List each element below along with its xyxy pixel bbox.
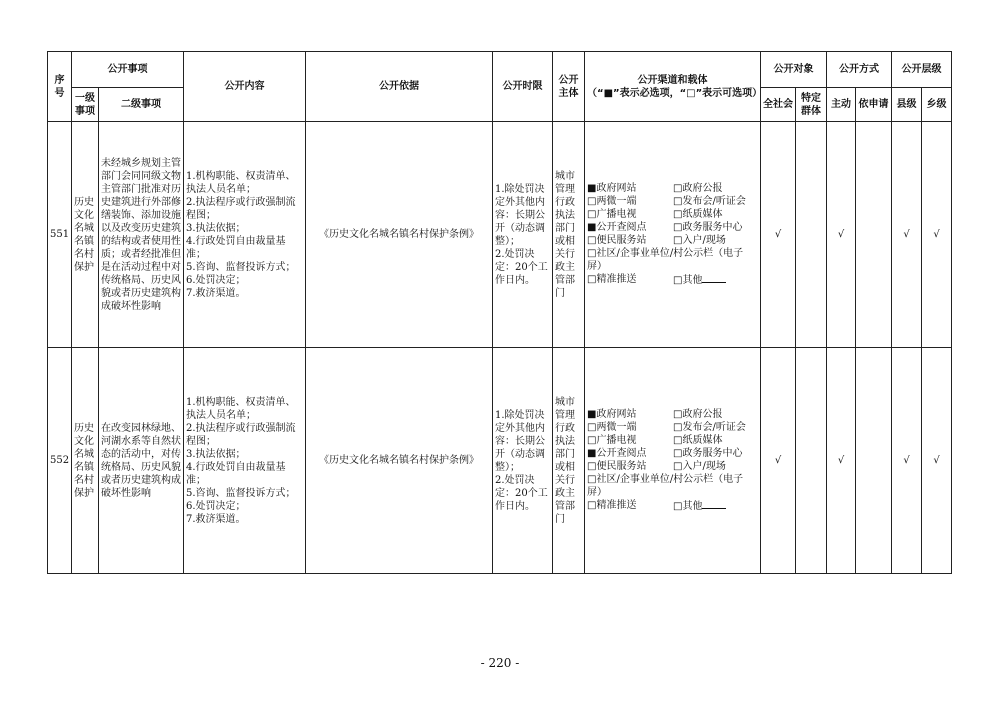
- channel-option: □两微一端: [587, 422, 637, 433]
- channel-option: □政府公报: [673, 409, 723, 420]
- header-level-township: 乡级: [922, 88, 952, 122]
- row-target-all: √: [761, 122, 796, 348]
- header-level-group: 公开层级: [892, 52, 952, 88]
- row-method-apply: [856, 348, 892, 574]
- row-subject: 城市管理行政执法部门或相关行政主管部门: [553, 348, 585, 574]
- channel-option: □政府公报: [673, 183, 723, 194]
- channel-option: ■政府网站: [587, 183, 637, 194]
- channel-option-other: [673, 273, 758, 287]
- row-method-apply: [856, 122, 892, 348]
- row-level-county: √: [892, 348, 922, 574]
- header-target-all: 全社会: [761, 88, 796, 122]
- header-method-apply: 依申请: [856, 88, 892, 122]
- row-target-all: √: [761, 348, 796, 574]
- row-subject: 城市管理行政执法部门或相关行政主管部门: [553, 122, 585, 348]
- header-level2: 二级事项: [99, 88, 184, 122]
- channel-option: □精准推送: [587, 500, 637, 511]
- row-level-township: √: [922, 348, 952, 574]
- header-subject: 公开主体: [553, 52, 585, 122]
- row-target-specific: [796, 122, 827, 348]
- page-number: - 220 -: [480, 656, 520, 670]
- header-method-group: 公开方式: [827, 52, 892, 88]
- fill-in-blank: [702, 273, 726, 283]
- channel-option: □两微一端: [587, 196, 637, 207]
- row-channels: [585, 122, 761, 348]
- channel-option: □政务服务中心: [673, 222, 743, 233]
- channel-option: □精准推送: [587, 274, 637, 285]
- row-time-limit: 1.除处罚决定外其他内容：长期公开（动态调整）； 2.处罚决定：20个工作日内。: [493, 122, 553, 348]
- row-seq: 552: [48, 348, 72, 574]
- channel-option: ■公开查阅点: [587, 222, 647, 233]
- channel-option: □纸质媒体: [673, 209, 723, 220]
- header-level-county: 县级: [892, 88, 922, 122]
- channel-option: ■政府网站: [587, 409, 637, 420]
- fill-in-blank: [702, 499, 726, 509]
- row-content: 1.机构职能、权责清单、执法人员名单； 2.执法程序或行政强制流程图； 3.执法依据； 4.行政处罚自由裁量基准； 5.咨询、监督投诉方式； 6.处罚决定； 7.救济渠道。: [184, 122, 306, 348]
- channel-option: □发布会/听证会: [673, 422, 746, 433]
- header-time-limit: 公开时限: [493, 52, 553, 122]
- row-method-active: √: [827, 122, 856, 348]
- header-seq: 序号: [48, 52, 72, 122]
- header-channel-note: （“■”表示必选项，“□”表示可选项）: [587, 87, 763, 99]
- channel-option: □便民服务站: [587, 235, 647, 246]
- row-basis: 《历史文化名城名镇名村保护条例》: [306, 122, 493, 348]
- channel-option: □广播电视: [587, 209, 637, 220]
- row-channels: [585, 348, 761, 574]
- row-level1: 历史文化名城名镇名村保护: [72, 348, 99, 574]
- channel-option: □发布会/听证会: [673, 196, 746, 207]
- channel-other-label: □其他: [673, 275, 703, 286]
- header-channel-title: 公开渠道和载体: [637, 74, 708, 86]
- header-method-active: 主动: [827, 88, 856, 122]
- table-row: [48, 122, 952, 348]
- table-row: [48, 348, 952, 574]
- row-level2: 未经城乡规划主管部门会同同级文物主管部门批准对历史建筑进行外部修缮装饰、添加设施以及改变历史建筑的结构或者使用性质；或者经批准但是在活动过程中对传统格局、历史风貌或者历史建筑构成破坏性影响: [99, 122, 184, 348]
- header-content: 公开内容: [184, 52, 306, 122]
- row-method-active: √: [827, 348, 856, 574]
- channel-option: □入户/现场: [673, 235, 726, 246]
- header-basis: 公开依据: [306, 52, 493, 122]
- row-seq: 551: [48, 122, 72, 348]
- channel-option: □入户/现场: [673, 461, 726, 472]
- row-level-county: √: [892, 122, 922, 348]
- channel-option-wide: □社区/企事业单位/村公示栏（电子屏）: [587, 474, 744, 498]
- row-target-specific: [796, 348, 827, 574]
- disclosure-table: [47, 51, 952, 574]
- row-level1: 历史文化名城名镇名村保护: [72, 122, 99, 348]
- row-basis: 《历史文化名城名镇名村保护条例》: [306, 348, 493, 574]
- header-level1: 一级事项: [72, 88, 99, 122]
- channel-option: ■公开查阅点: [587, 448, 647, 459]
- header-items-group: 公开事项: [72, 52, 184, 88]
- channel-option: □政务服务中心: [673, 448, 743, 459]
- channel-option: □广播电视: [587, 435, 637, 446]
- row-level-township: √: [922, 122, 952, 348]
- row-time-limit: 1.除处罚决定外其他内容：长期公开（动态调整）； 2.处罚决定：20个工作日内。: [493, 348, 553, 574]
- row-content: 1.机构职能、权责清单、执法人员名单； 2.执法程序或行政强制流程图； 3.执法依据； 4.行政处罚自由裁量基准； 5.咨询、监督投诉方式； 6.处罚决定； 7.救济渠道。: [184, 348, 306, 574]
- channel-option: □便民服务站: [587, 461, 647, 472]
- channel-option-other: [673, 499, 758, 513]
- header-target-group: 公开对象: [761, 52, 827, 88]
- channel-option-wide: □社区/企事业单位/村公示栏（电子屏）: [587, 248, 744, 272]
- header-channel: [585, 52, 761, 122]
- row-level2: 在改变园林绿地、河湖水系等自然状态的活动中，对传统格局、历史风貌或者历史建筑构成破坏性影响: [99, 348, 184, 574]
- header-target-specific: 特定群体: [796, 88, 827, 122]
- channel-option: □纸质媒体: [673, 435, 723, 446]
- channel-other-label: □其他: [673, 501, 703, 512]
